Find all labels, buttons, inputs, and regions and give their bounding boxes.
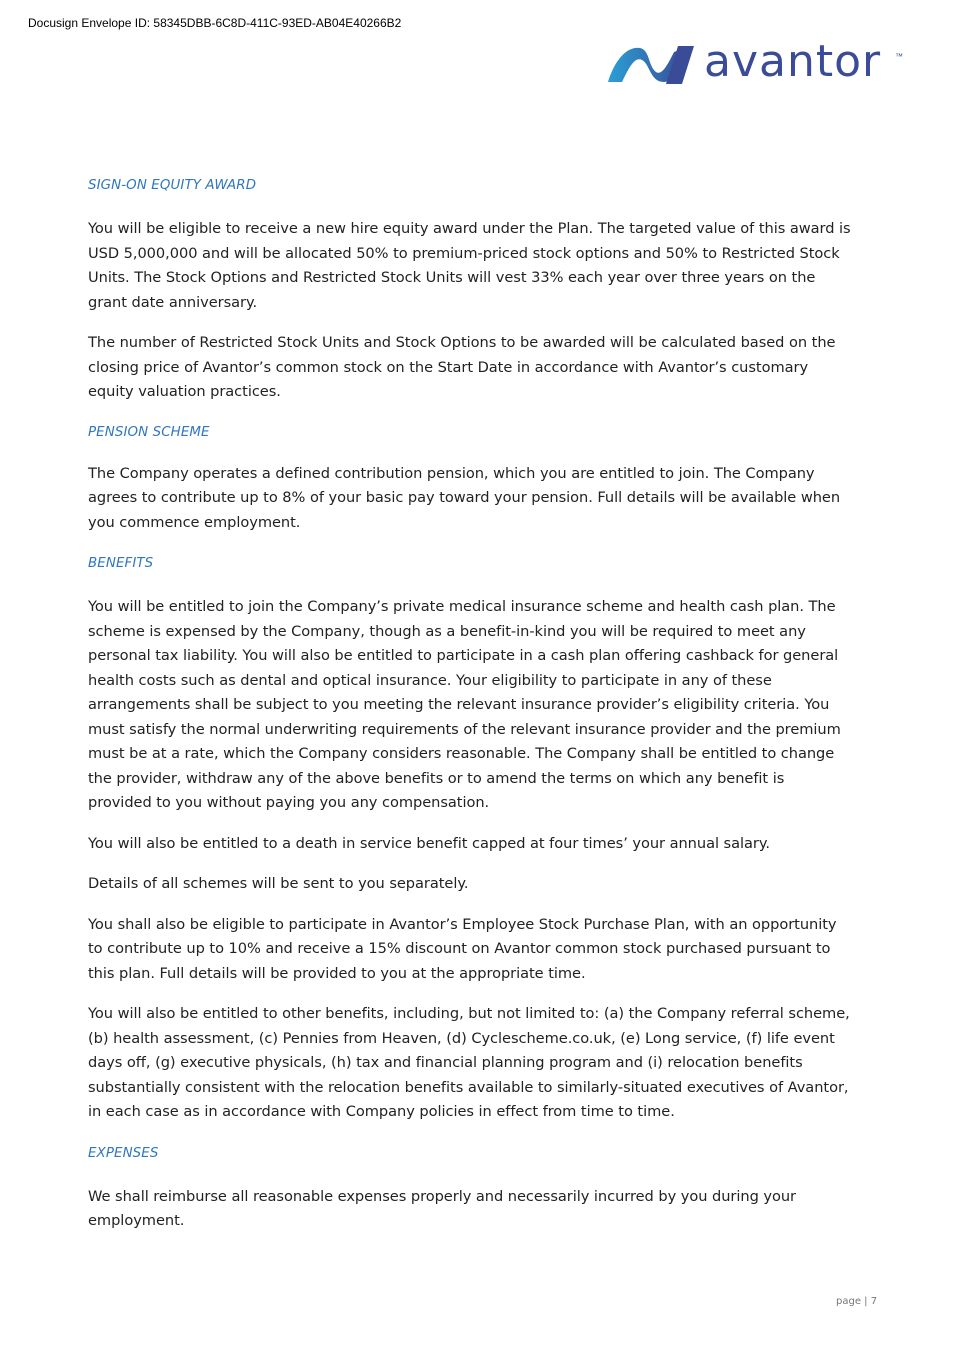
equity-paragraph-1: You will be eligible to receive a new hire equity award under the Plan. The targeted value of this award is USD 5,000,000 and will be allocated 50% to premium-priced stock options and 50% to Restricted Stock Units. The Stock Options and Restricted Stock Units will vest 33% each year over three years on the grant date anniversary.: [88, 220, 851, 311]
benefits-paragraph-3: Details of all schemes will be sent to you separately.: [88, 875, 469, 892]
section-heading-expenses: EXPENSES: [88, 1145, 159, 1161]
page-number: page | 7: [836, 1296, 878, 1307]
section-heading-benefits: BENEFITS: [88, 556, 154, 571]
letter-body: [88, 176, 852, 1234]
benefits-paragraph-5: You will also be entitled to other benefits, including, but not limited to: (a) the Company referral scheme, (b) health assessment, (c) Pennies from Heaven, (d) Cyclescheme.co.uk, (e) Long service, (f) life event days off, (g) executive physicals, (h) tax and financial planning program and (i) relocation benefits substantially consistent with the relocation benefits available to similarly-situated executives of Avantor, in each case as in accordance with Company policies in effect from time to time.: [88, 1005, 850, 1120]
docusign-envelope-id: Docusign Envelope ID: 58345DBB-6C8D-411C-93ED-AB04E40266B2: [28, 16, 402, 30]
section-heading-pension: PENSION SCHEME: [88, 424, 210, 440]
section-heading-sign-on-equity: SIGN-ON EQUITY AWARD: [88, 178, 257, 193]
logo-trademark: ™: [895, 52, 903, 61]
avantor-logo-mark-icon: [604, 42, 700, 86]
benefits-paragraph-2: You will also be entitled to a death in service benefit capped at four times’ your annual salary.: [88, 834, 770, 852]
avantor-logo: [604, 36, 909, 90]
equity-paragraph-2: The number of Restricted Stock Units and Stock Options to be awarded will be calculated based on the closing price of Avantor’s common stock on the Start Date in accordance with Avantor’s customary equity valuation practices.: [88, 334, 836, 400]
pension-paragraph-1: The Company operates a defined contribution pension, which you are entitled to join. The Company agrees to contribute up to 8% of your basic pay toward your pension. Full details will be available when you commence employment.: [88, 464, 841, 531]
expenses-paragraph-1: We shall reimburse all reasonable expenses properly and necessarily incurred by you during your employment.: [88, 1187, 796, 1229]
benefits-paragraph-1: You will be entitled to join the Company’s private medical insurance scheme and health cash plan. The scheme is expensed by the Company, though as a benefit-in-kind you will be required to meet any personal tax liability. You will also be entitled to participate in a cash plan offering cashback for general health costs such as dental and optical insurance. Your eligibility to participate in any of these arrangements shall be subject to you meeting the relevant insurance provider’s eligibility criteria. You must satisfy the normal underwriting requirements of the relevant insurance provider and the premium must be at a rate, which the Company considers reasonable. The Company shall be entitled to change the provider, withdraw any of the above benefits or to amend the terms on which any benefit is provided to you without paying you any compensation.: [88, 598, 841, 811]
logo-wordmark: avantor: [704, 36, 882, 87]
benefits-paragraph-4: You shall also be eligible to participate in Avantor’s Employee Stock Purchase Plan, with an opportunity to contribute up to 10% and receive a 15% discount on Avantor common stock purchased pursuant to this plan. Full details will be provided to you at the appropriate time.: [88, 915, 837, 982]
